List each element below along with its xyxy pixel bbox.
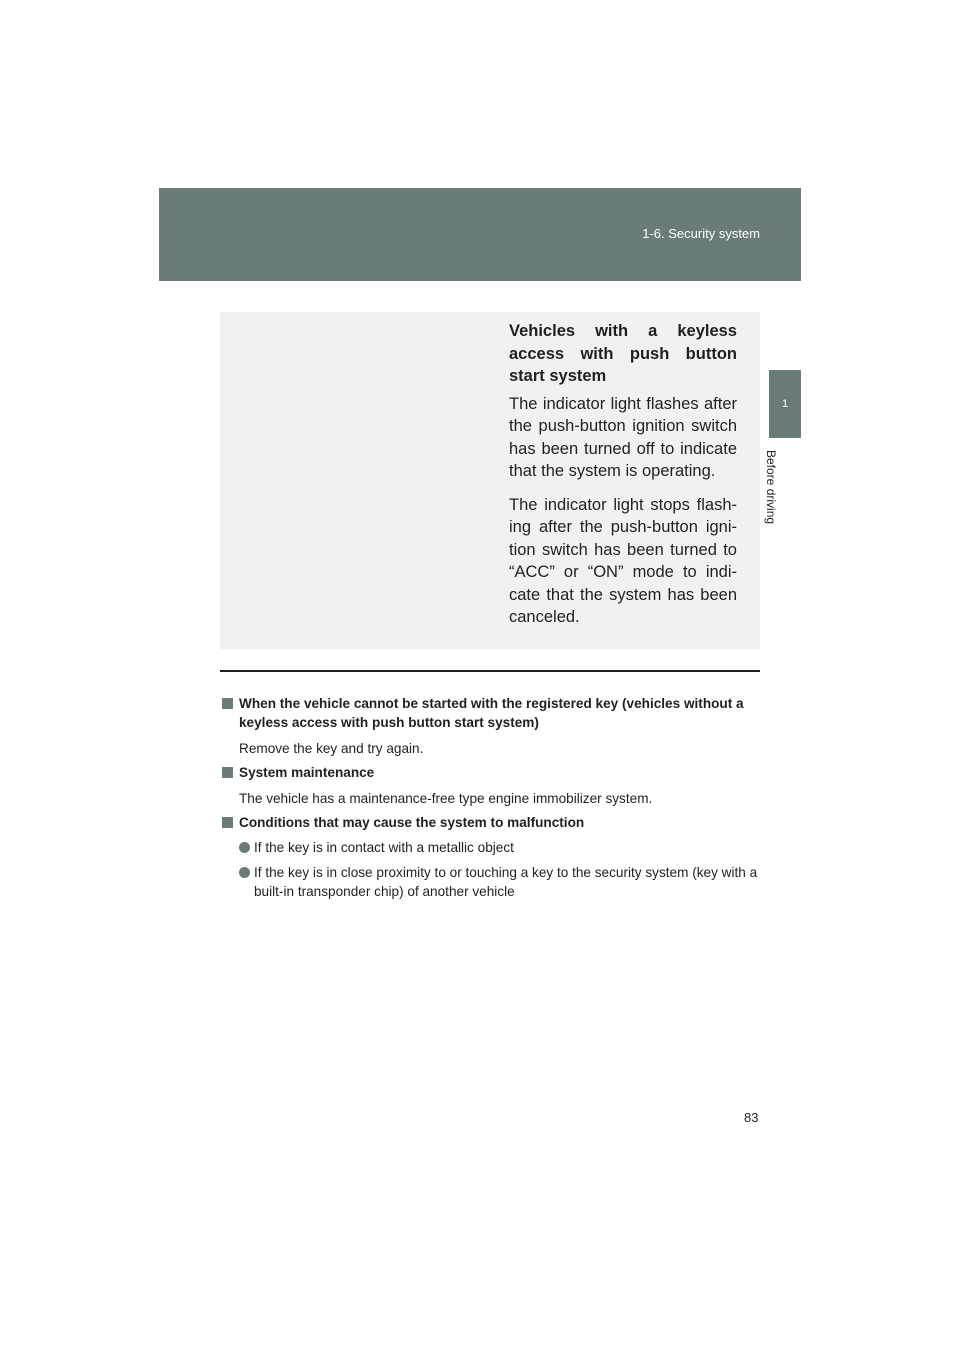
info-box (220, 312, 760, 649)
circle-bullet-icon (239, 842, 250, 853)
notes-section (222, 690, 760, 907)
note-title (222, 763, 760, 782)
section-divider (220, 670, 760, 672)
note-body: Remove the key and try again. (239, 741, 424, 756)
page-number: 83 (744, 1110, 759, 1125)
list-item-text: If the key is in contact with a metallic object (254, 840, 514, 855)
section-title: 1-6. Security system (642, 226, 760, 241)
note-title (222, 694, 760, 732)
note-body: The vehicle has a maintenance-free type engine immobilizer system. (239, 791, 653, 806)
note-title-text: System maintenance (239, 765, 375, 780)
circle-bullet-icon (239, 867, 250, 878)
info-box-text (509, 320, 737, 640)
square-bullet-icon (222, 817, 233, 828)
info-box-paragraph-2: The indicator light stops flash-ing after the push-button igni-tion switch has been turned to “ACC” or “ON” mode to indi-cate that the system has been canceled. (509, 495, 737, 626)
square-bullet-icon (222, 767, 233, 778)
note-title (222, 813, 760, 832)
note-title-text: When the vehicle cannot be started with the registered key (vehicles without a keyless access with push button start system) (239, 696, 744, 730)
info-box-paragraph-1: The indicator light flashes after the push-button ignition switch has been turned off to indicate that the system is operating. (509, 394, 737, 480)
list-item (222, 838, 760, 857)
square-bullet-icon (222, 698, 233, 709)
note-title-text: Conditions that may cause the system to malfunction (239, 815, 585, 830)
list-item-text: If the key is in close proximity to or touching a key to the security system (key with a built-in transponder chip) of another vehicle (254, 865, 758, 899)
section-header (159, 188, 801, 281)
chapter-label: Before driving (764, 450, 778, 525)
info-box-heading: Vehicles with a keyless access with push button start system (509, 322, 737, 385)
chapter-tab (769, 370, 801, 438)
list-item (222, 863, 760, 901)
chapter-number: 1 (781, 398, 789, 410)
